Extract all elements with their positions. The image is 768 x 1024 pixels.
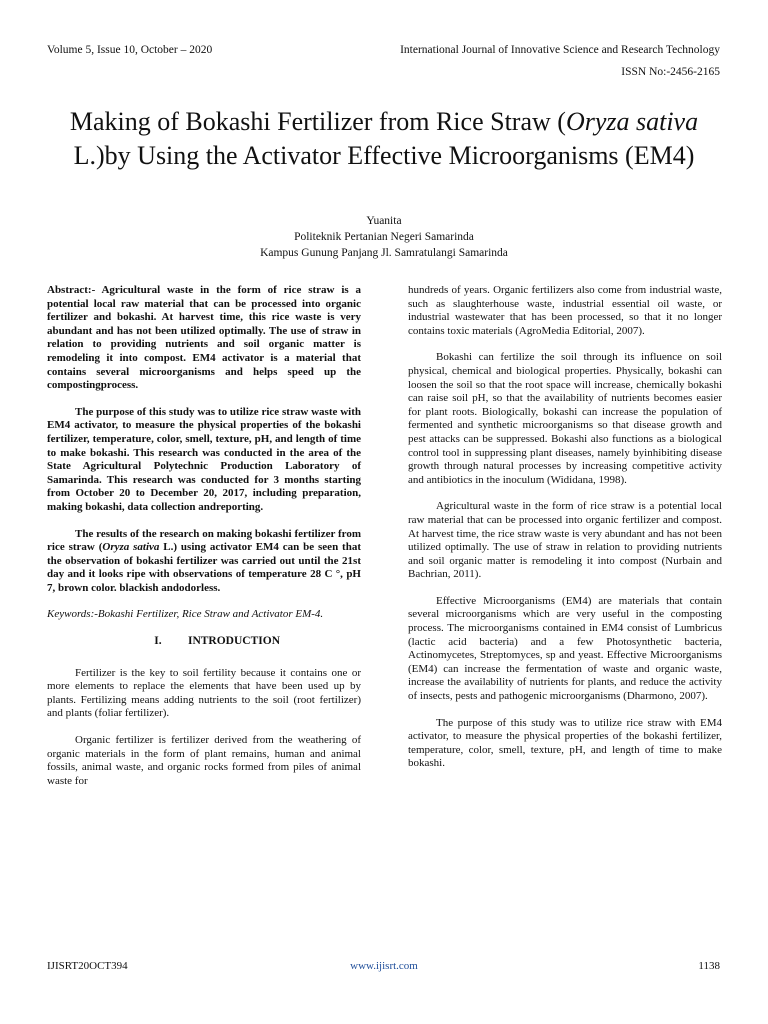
author-affiliation: Politeknik Pertanian Negeri Samarinda xyxy=(294,231,474,243)
title-part2: L.)by Using the Activator Effective Microorganisms (EM4) xyxy=(73,141,695,171)
volume-issue: Volume 5, Issue 10, October – 2020 xyxy=(47,44,213,56)
section-title: INTRODUCTION xyxy=(187,635,280,648)
title-species: Oryza sativa xyxy=(565,107,699,137)
issn: ISSN No:-2456-2165 xyxy=(621,66,720,78)
abstract-text: L.) using activator EM4 can be seen that the observation of bokashi fertilizer was carried out until the 21st day and it looks ripe with observations of temperature 28 C °, pH 7, brown color. blackish andodorless. xyxy=(47,541,362,594)
abstract-paragraph xyxy=(47,528,361,596)
left-column xyxy=(47,284,361,801)
title-part1: Making of Bokashi Fertilizer from Rice Straw ( xyxy=(69,107,566,137)
page-number: 1138 xyxy=(698,960,720,972)
body-paragraph: Organic fertilizer is fertilizer derived from the weathering of organic materials in the form of plant remains, human and animal fossils, animal waste, and organic rocks formed from piles of animal waste for xyxy=(47,734,361,787)
right-column xyxy=(408,284,722,784)
species-name: Oryza sativa xyxy=(102,541,160,554)
keywords: Keywords:-Bokashi Fertilizer, Rice Straw and Activator EM-4. xyxy=(47,608,324,621)
section-heading xyxy=(47,635,361,649)
body-paragraph: Effective Microorganisms (EM4) are materials that contain several microorganisms which are very useful in the composting process. The microorganisms contained in EM4 consist of Lumbricus (lactic acid bacteria) and a few Photosynthetic bacteria, Actinomycetes, Streptomyces, sp and yeast. Effective Microorganisms (EM4) can increase the fermentation of waste and organic waste, increase the availability of nutrients for plants, and reduce the activity of insects, pests and pathogenic microorganisms (Dharmono, 2007). xyxy=(408,594,722,703)
body-paragraph: hundreds of years. Organic fertilizers also come from industrial waste, such as slaughterhouse waste, industrial essential oil waste, or industrial wastewater that has been processed, so that it no longer contains toxic materials (AgroMedia Editorial, 2007). xyxy=(408,284,722,337)
author-name: Yuanita xyxy=(366,215,402,227)
journal-website-link[interactable]: www.ijisrt.com xyxy=(350,960,418,972)
author-address: Kampus Gunung Panjang Jl. Samratulangi Samarinda xyxy=(260,247,508,259)
body-paragraph: Agricultural waste in the form of rice straw is a potential local raw material that can be processed into organic fertilizer and compost. At harvest time, the rice straw waste is very abundant and has not been utilized optimally. The use of straw in relation to providing nutrients and soil organic matter is remodeling it into compost (Nurbain and Bachrian, 2011). xyxy=(408,500,722,581)
paper-title xyxy=(60,105,708,173)
abstract-paragraph: Abstract:- Agricultural waste in the form of rice straw is a potential local raw material that can be processed into organic fertilizer and bokashi. At harvest time, this rice waste is very abundant and has not been utilized optimally. The use of straw in relation to providing nutrients and soil organic matter is remodeling it into compost. EM4 activator is a material that contains several microorganisms and helps speed up the compostingprocess. xyxy=(47,284,361,392)
body-paragraph: The purpose of this study was to utilize rice straw with EM4 activator, to measure the physical properties of the bokashi fertilizer, temperature, color, smell, texture, pH, and length of time to make bokashi. xyxy=(408,716,722,770)
body-paragraph: Bokashi can fertilize the soil through its influence on soil physical, chemical and biological properties. Physically, bokashi can loosen the soil so that the root space will increase, chemically bokashi can raise soil pH, so that the availability of nutrients becomes easier for plant roots. Biologically, bokashi can increase the population of fermented and synthetic microorganisms so that disease growth and pest attacks can be suppressed. Bokashi also functions as a biological control tool in suppressing plant diseases, namely byinhibiting disease growth through natural processes by increasing competitive activity and antibiotics in the inoculum (Wididana, 1998). xyxy=(408,351,722,486)
body-paragraph: Fertilizer is the key to soil fertility because it contains one or more elements to replace the elements that have been used up by plants. Fertilizing means adding nutrients to the soil (root fertilizer) and plants (foliar fertilizer). xyxy=(47,666,361,720)
section-number: I. xyxy=(154,635,162,648)
abstract-text: The results of the research on making bokashi fertilizer from rice straw ( xyxy=(47,527,361,554)
article-id: IJISRT20OCT394 xyxy=(47,960,128,972)
author-block xyxy=(0,213,768,261)
journal-name: International Journal of Innovative Science and Research Technology xyxy=(400,44,720,56)
abstract-paragraph: The purpose of this study was to utilize rice straw waste with EM4 activator, to measure the physical properties of the bokashi fertilizer, temperature, color, smell, texture, pH, and length of time to make bokashi. This research was conducted in the area of the State Agricultural Polytechnic Production Laboratory of Samarinda. This research was conducted for 3 months starting from October 20 to December 20, 2017, including preparation, making bokashi, data collection andreporting. xyxy=(47,405,361,513)
